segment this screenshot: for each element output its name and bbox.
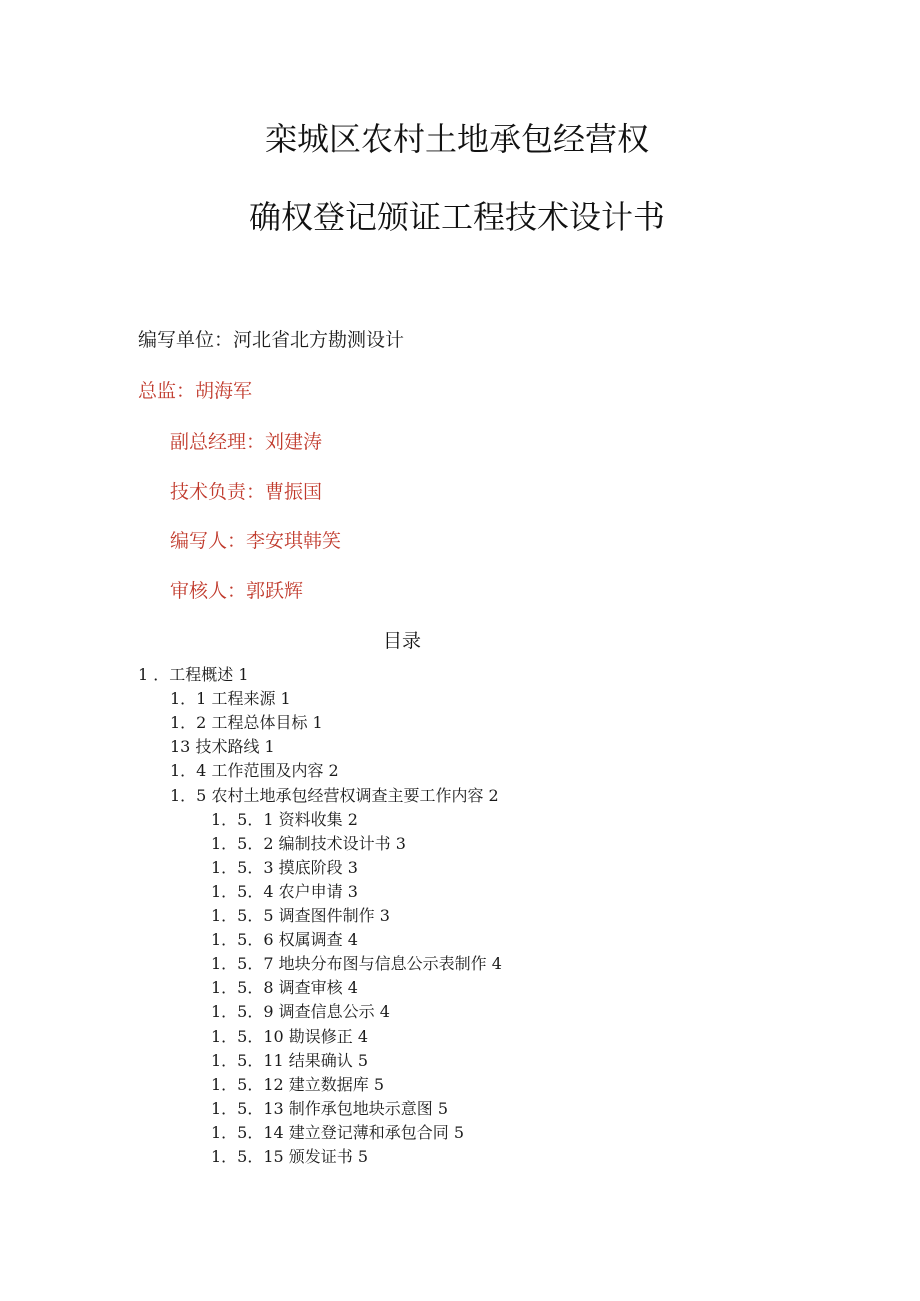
- toc-entry: 1．5．3 摸底阶段 3: [211, 858, 358, 877]
- toc-entry: 1．5．14 建立登记薄和承包合同 5: [211, 1123, 465, 1142]
- toc-entry: 1．5．2 编制技术设计书 3: [211, 834, 406, 853]
- toc-entry: 1．5．8 调查审核 4: [211, 978, 358, 997]
- deputy-manager: 副总经理：刘建涛: [170, 431, 323, 453]
- toc-entry: 1．5 农村土地承包经营权调查主要工作内容 2: [170, 786, 499, 805]
- toc-entry: 1．5．4 农户申请 3: [211, 882, 358, 901]
- toc-entry: 1．5．7 地块分布图与信息公示表制作 4: [211, 954, 502, 973]
- toc-entry: 1．5．6 权属调查 4: [211, 930, 358, 949]
- reviewer: 审核人：郭跃辉: [170, 580, 304, 602]
- toc-entry: 1．5．15 颁发证书 5: [211, 1147, 369, 1166]
- toc-entry: 1．1 工程来源 1: [170, 689, 291, 708]
- supervisor: 总监：胡海军: [138, 380, 253, 402]
- document-title-line-1: 栾城区农村土地承包经营权: [264, 120, 649, 158]
- toc-entry: 1．5．5 调查图件制作 3: [211, 906, 390, 925]
- toc-entry: 1．5．1 资料收集 2: [211, 810, 358, 829]
- toc-heading: 目录: [382, 630, 421, 652]
- writers: 编写人：李安琪韩笑: [170, 530, 342, 552]
- compiler-unit: 编写单位：河北省北方勘测设计: [138, 329, 405, 351]
- toc-entry: 1．5．10 勘误修正 4: [211, 1027, 369, 1046]
- toc-entry: 1．5．13 制作承包地块示意图 5: [211, 1099, 449, 1118]
- document-title-line-2: 确权登记颁证工程技术设计书: [248, 198, 665, 236]
- toc-entry: 1．5．9 调查信息公示 4: [211, 1002, 390, 1021]
- technical-lead: 技术负责：曹振国: [170, 481, 323, 503]
- toc-entry: 1．4 工作范围及内容 2: [170, 761, 339, 780]
- toc-entry: 1．5．12 建立数据库 5: [211, 1075, 385, 1094]
- toc-entry: 1．2 工程总体目标 1: [170, 713, 323, 732]
- toc-entry: 1．5．11 结果确认 5: [211, 1051, 369, 1070]
- toc-entry: 13 技术路线 1: [170, 737, 275, 756]
- toc-entry: 1 ．工程概述 1: [138, 665, 249, 684]
